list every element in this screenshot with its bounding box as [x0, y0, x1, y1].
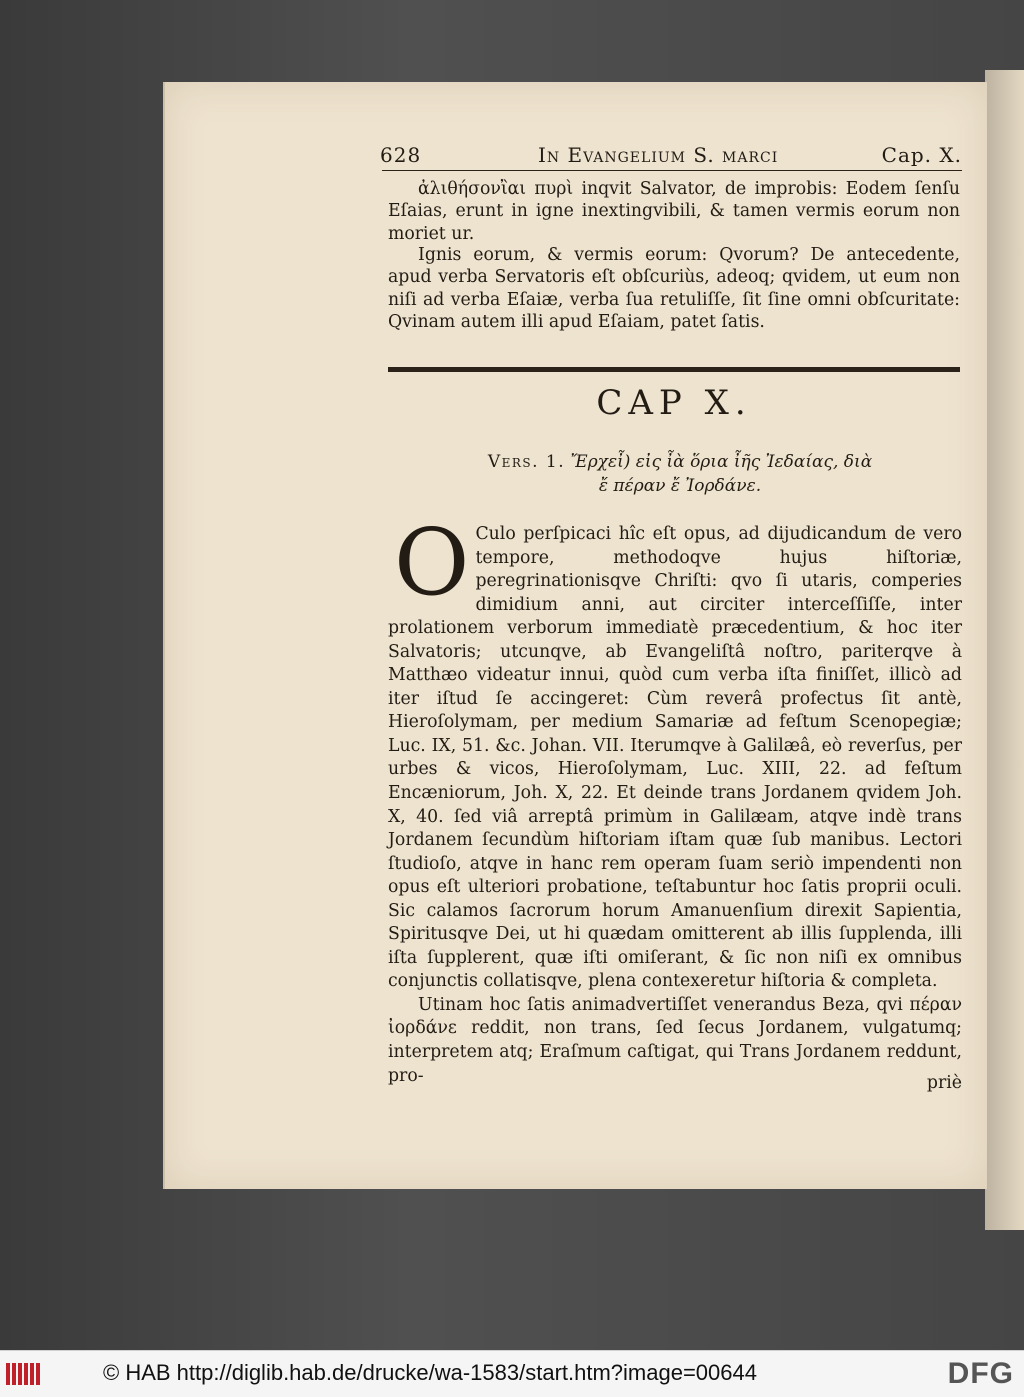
dfg-logo: DFG — [947, 1357, 1014, 1390]
paragraph-1: ἀλιθήσονἲαι πυρὶ inqvit Salvator, de improbis: Eodem ſenſu Eſaias, erunt in igne inextingvibili, & tamen vermis eorum non moriet ur. — [388, 179, 960, 244]
verse-label: Vers. 1. — [487, 452, 566, 472]
paragraph-2: Ignis eorum, & vermis eorum: Qvorum? De antecedente, apud verba Servatoris eſt obſcuriùs, adeoq; qvidem, ut eum non niſi ad verba Eſaiæ, verba ſua retuliſſe, ſit ſine omni obſcuritate: Qvinam autem illi apud Eſaiam, patet ſatis. — [388, 245, 960, 333]
hab-logo-icon — [6, 1363, 42, 1385]
catchword: priè — [926, 1073, 962, 1093]
body-paragraph-1: Culo perſpicaci hîc eſt opus, ad dijudicandum de vero tempore, methodoqve hujus hiſtoriæ, peregrinationisqve Chriſti: qvo ſi utaris, comperies dimidium anni, aut circiter interceſſiſſe, inter prolationem verborum immediatè præcedentium, & hoc iter Salvatoris; utcunqve, ab Evangeliſtâ noſtro, pariterqve à Matthæo videatur innui, quòd cum verba iſta finiſſet, illicò ad iter iſtud ſe accingeret: Cùm reverâ profectus ſit antè, Hieroſolymam, per medium Samariæ ad feſtum Scenopegiæ; Luc. IX, 51. &c. Johan. VII. Iterumqve à Galilæâ, eò reverſus, per urbes & vicos, Hieroſolymam, Luc. XIII, 22. ad feſtum Encæniorum, Joh. X, 22. Et deinde trans Jordanem qvidem Joh. X, 40. ſed viâ arreptâ primùm in Galilæam, atqve indè trans Jordanem ſecundùm hiſtoriam iſtam quæ ſub manibus. Lectori ſtudioſo, atqve in hanc rem operam ſuam seriò impendenti non opus eſt ulteriori probatione, teſtabuntur hoc ſatis proprii oculi. Sic calamos ſacrorum horum Amanuenſium direxit Sapientia, Spiritusqve Dei, ut hi quædam omitterent ab illis ſupplenda, illi iſta ſupplerent, quæ iſti omiſerant, & ſic non niſi ex omnibus conjunctis collatisqve, plena contexeretur hiſtoria & completa. — [388, 524, 962, 992]
page-number: 628 — [380, 143, 422, 167]
verse-greek-line-1: Ἔρχεἶ) εἰς ἶὰ ὅρια ἶῆς Ἰεδαίας, διὰ — [570, 452, 873, 472]
body-text — [388, 509, 962, 1088]
body-paragraph-2: Utinam hoc ſatis animadvertiſſet venerandus Beza, qvi πέραν ἰορδάνε reddit, non trans, ſed ſecus Jordanem, vulgatumq; interpretem atq; Eraſmum caſtigat, qui Trans Jordanem reddunt, pro- — [388, 994, 962, 1086]
verse-greek-line-2: ἔ πέραν ἔ Ἰορδάνε. — [598, 476, 762, 496]
source-credit-link[interactable]: © HAB http://diglib.hab.de/drucke/wa-1583/start.htm?image=00644 — [103, 1360, 757, 1385]
facing-page-edge — [985, 70, 1024, 1230]
verse-heading — [430, 450, 930, 498]
chapter-title: CAP X. — [596, 383, 752, 423]
chapter-reference: Cap. X. — [881, 143, 962, 167]
drop-cap: O — [394, 509, 470, 616]
header-rule — [382, 170, 962, 171]
running-title: In Evangelium S. marci — [538, 143, 779, 167]
running-header — [380, 143, 962, 173]
viewer-footer — [0, 1350, 1024, 1397]
chapter-divider — [388, 367, 960, 372]
